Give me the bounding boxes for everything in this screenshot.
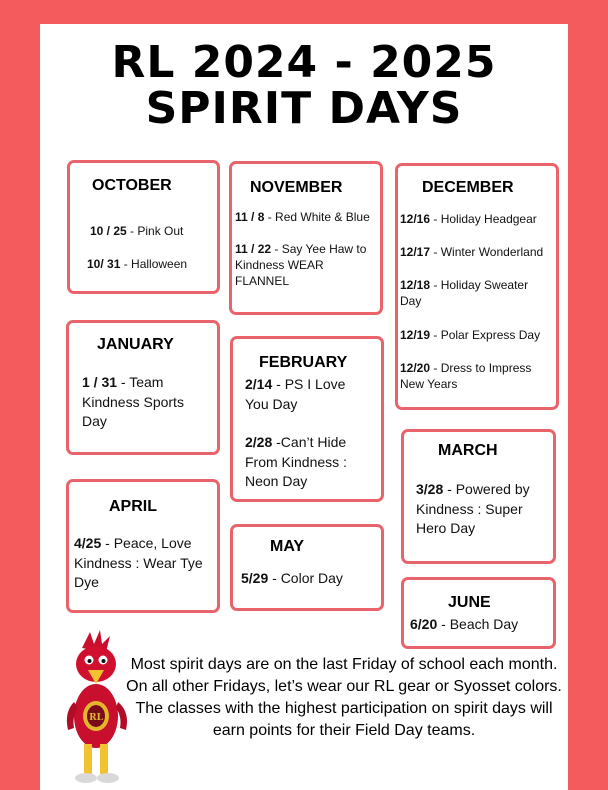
month-title: DECEMBER xyxy=(422,179,514,196)
month-title: JUNE xyxy=(448,594,491,611)
month-title: NOVEMBER xyxy=(250,179,343,196)
event-date: 12/20 xyxy=(400,361,431,375)
month-title: APRIL xyxy=(109,498,157,515)
event-entry xyxy=(410,615,550,635)
event-entry xyxy=(400,277,550,309)
event-text: - Peace, Love Kindness : Wear Tye Dye xyxy=(74,535,203,590)
month-title: MAY xyxy=(270,538,305,555)
event-date: 3/28 xyxy=(416,481,444,497)
event-date: 12/16 xyxy=(400,212,431,226)
event-text: - Powered by Kindness : Super Hero Day xyxy=(416,481,530,536)
event-text: - Holiday Sweater Day xyxy=(400,278,529,308)
event-date: 12/19 xyxy=(400,328,431,342)
event-text: - Say Yee Haw to Kindness WEAR FLANNEL xyxy=(235,242,367,288)
month-card-june xyxy=(401,577,556,649)
event-date: 2/14 xyxy=(245,376,273,392)
event-text: - Winter Wonderland xyxy=(430,245,544,259)
month-card-may xyxy=(230,524,384,611)
flyer-sheet xyxy=(40,24,568,790)
event-text: - Pink Out xyxy=(126,224,184,238)
event-date: 11 / 8 xyxy=(235,210,265,224)
month-card-march xyxy=(401,429,556,564)
event-date: 12/17 xyxy=(400,245,431,259)
event-date: 6/20 xyxy=(410,616,438,632)
event-entry xyxy=(82,373,212,432)
event-entry xyxy=(74,534,216,593)
event-entry xyxy=(241,569,381,589)
footer-note xyxy=(120,654,568,742)
event-text: - PS I Love You Day xyxy=(245,376,346,412)
month-card-december xyxy=(395,163,559,410)
event-entry xyxy=(235,241,380,289)
svg-text:RL: RL xyxy=(89,713,103,723)
event-entry xyxy=(400,211,556,227)
event-text: - Polar Express Day xyxy=(430,328,541,342)
event-text: - Halloween xyxy=(120,257,188,271)
event-text: - Beach Day xyxy=(437,616,519,632)
month-card-april xyxy=(66,479,220,613)
month-title: FEBRUARY xyxy=(259,354,348,371)
title-line-1: RL 2024 - 2025 xyxy=(111,37,497,88)
event-text: - Color Day xyxy=(268,570,343,586)
event-date: 10 / 25 xyxy=(90,224,127,238)
month-card-november xyxy=(229,161,383,315)
footer-line-1: Most spirit days are on the last Friday of school each month. On all other Fridays, let’s wear our RL gear or Syosset colors. xyxy=(126,656,562,695)
event-entry xyxy=(400,327,556,343)
month-card-january xyxy=(66,320,220,455)
event-entry xyxy=(245,375,370,414)
event-entry xyxy=(245,433,370,492)
event-text: - Red White & Blue xyxy=(264,210,370,224)
title-line-2: SPIRIT DAYS xyxy=(145,83,463,134)
event-entry xyxy=(416,480,551,539)
event-date: 5/29 xyxy=(241,570,269,586)
event-text: - Dress to Impress New Years xyxy=(400,361,532,391)
event-text: - Holiday Headgear xyxy=(430,212,537,226)
event-date: 11 / 22 xyxy=(235,242,272,256)
footer-line-2: The classes with the highest participation on spirit days will earn points for their Field Day teams. xyxy=(135,700,553,739)
event-date: 4/25 xyxy=(74,535,102,551)
month-title: MARCH xyxy=(438,442,498,459)
month-title: OCTOBER xyxy=(92,177,172,194)
event-date: 12/18 xyxy=(400,278,431,292)
event-entry xyxy=(400,244,556,260)
event-entry xyxy=(87,256,215,272)
event-entry xyxy=(235,209,380,225)
event-text: -Can’t Hide From Kindness : Neon Day xyxy=(245,434,347,489)
event-text: - Team Kindness Sports Day xyxy=(82,374,184,429)
month-card-october xyxy=(67,160,220,294)
event-date: 2/28 xyxy=(245,434,273,450)
event-date: 10/ 31 xyxy=(87,257,121,271)
event-entry xyxy=(90,223,215,239)
event-date: 1 / 31 xyxy=(82,374,118,390)
event-entry xyxy=(400,360,556,392)
month-card-february xyxy=(230,336,384,502)
month-title: JANUARY xyxy=(97,336,174,353)
